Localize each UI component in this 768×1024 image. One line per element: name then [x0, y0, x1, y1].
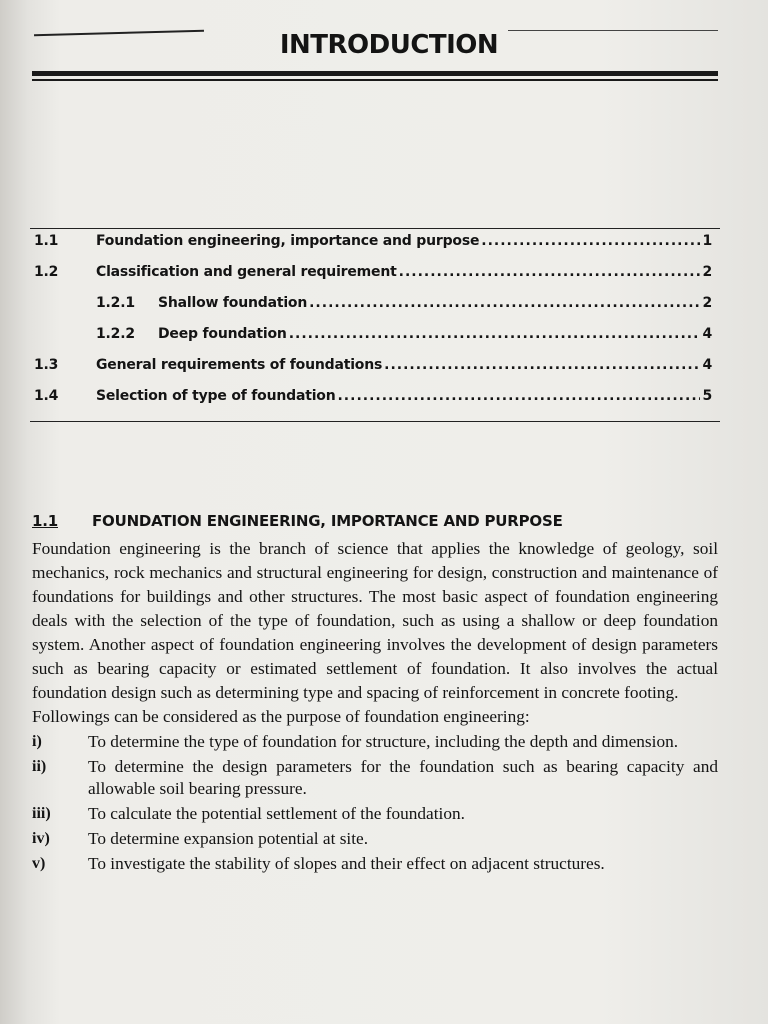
toc-leader-dots: [481, 233, 700, 249]
toc-entry-page: 4: [702, 357, 712, 373]
toc-leader-dots: [289, 326, 701, 342]
table-of-contents: [30, 228, 720, 422]
toc-entry-title: Deep foundation: [158, 326, 287, 342]
list-item-label: iii): [32, 805, 51, 822]
toc-leader-dots: [399, 264, 701, 280]
toc-entry-page: 2: [702, 264, 712, 280]
toc-entry-number: 1.4: [34, 388, 59, 404]
list-item-text: To determine the type of foundation for structure, including the depth and dimension.: [88, 732, 679, 751]
list-item-text: To calculate the potential settlement of the foundation.: [88, 804, 465, 823]
toc-entry-title: Selection of type of foundation: [96, 388, 336, 404]
list-item: [32, 803, 718, 825]
toc-subentry[interactable]: [30, 326, 720, 357]
toc-leader-dots: [384, 357, 700, 373]
header-thin-rule: [32, 79, 718, 81]
toc-leader-dots: [337, 388, 700, 404]
chapter-title: INTRODUCTION: [279, 30, 499, 60]
list-item-label: i): [32, 733, 42, 750]
toc-entry-title: General requirements of foundations: [96, 357, 383, 373]
list-item: [32, 853, 718, 875]
list-item-text: To investigate the stability of slopes and their effect on adjacent structures.: [88, 854, 605, 873]
body-paragraph: Foundation engineering is the branch of science that applies the knowledge of geology, soil mechanics, rock mechanics and structural engineering for design, construction and maintenance of foundations for buildings and other structures. The most basic aspect of foundation engineering deals with the selection of the type of foundation, such as using a shallow or deep foundation system. Another aspect of foundation engineering involves the development of design parameters such as bearing capacity or estimated settlement of foundation. It also involves the actual foundation design such as determining type and spacing of reinforcement in concrete footing.: [32, 539, 718, 702]
toc-entry[interactable]: [30, 233, 720, 264]
toc-entry-number: 1.1: [34, 233, 59, 249]
section-body: [32, 537, 718, 878]
toc-entry-number: 1.3: [34, 357, 59, 373]
list-item-label: iv): [32, 830, 50, 847]
list-item: [32, 756, 718, 800]
toc-subentry[interactable]: [30, 295, 720, 326]
section-title: FOUNDATION ENGINEERING, IMPORTANCE AND PURPOSE: [92, 512, 563, 530]
list-item: [32, 828, 718, 850]
list-item-text: To determine the design parameters for the foundation such as bearing capacity and allowable soil bearing pressure.: [88, 757, 718, 798]
toc-entry-page: 1: [702, 233, 712, 249]
header-thick-rule: [32, 71, 718, 76]
section-heading: [32, 512, 563, 530]
toc-entry-number: 1.2: [34, 264, 59, 280]
list-item: [32, 731, 718, 753]
toc-leader-dots: [309, 295, 700, 311]
toc-entry-title: Classification and general requirement: [96, 264, 397, 280]
toc-entry[interactable]: [30, 264, 720, 295]
section-number: 1.1: [32, 512, 58, 530]
toc-entry[interactable]: [30, 357, 720, 388]
purpose-list: [32, 731, 718, 875]
toc-subentry-number: 1.2.2: [96, 326, 135, 342]
list-item-label: v): [32, 855, 46, 872]
toc-entry-page: 5: [702, 388, 712, 404]
toc-entry-page: 4: [702, 326, 712, 342]
toc-entry-title: Foundation engineering, importance and purpose: [96, 233, 480, 249]
toc-subentry-number: 1.2.1: [96, 295, 135, 311]
purpose-intro: Followings can be considered as the purpose of foundation engineering:: [32, 707, 530, 726]
toc-entry[interactable]: [30, 388, 720, 419]
toc-entry-title: Shallow foundation: [158, 295, 308, 311]
toc-entry-page: 2: [702, 295, 712, 311]
list-item-text: To determine expansion potential at site.: [88, 829, 369, 848]
list-item-label: ii): [32, 758, 47, 775]
